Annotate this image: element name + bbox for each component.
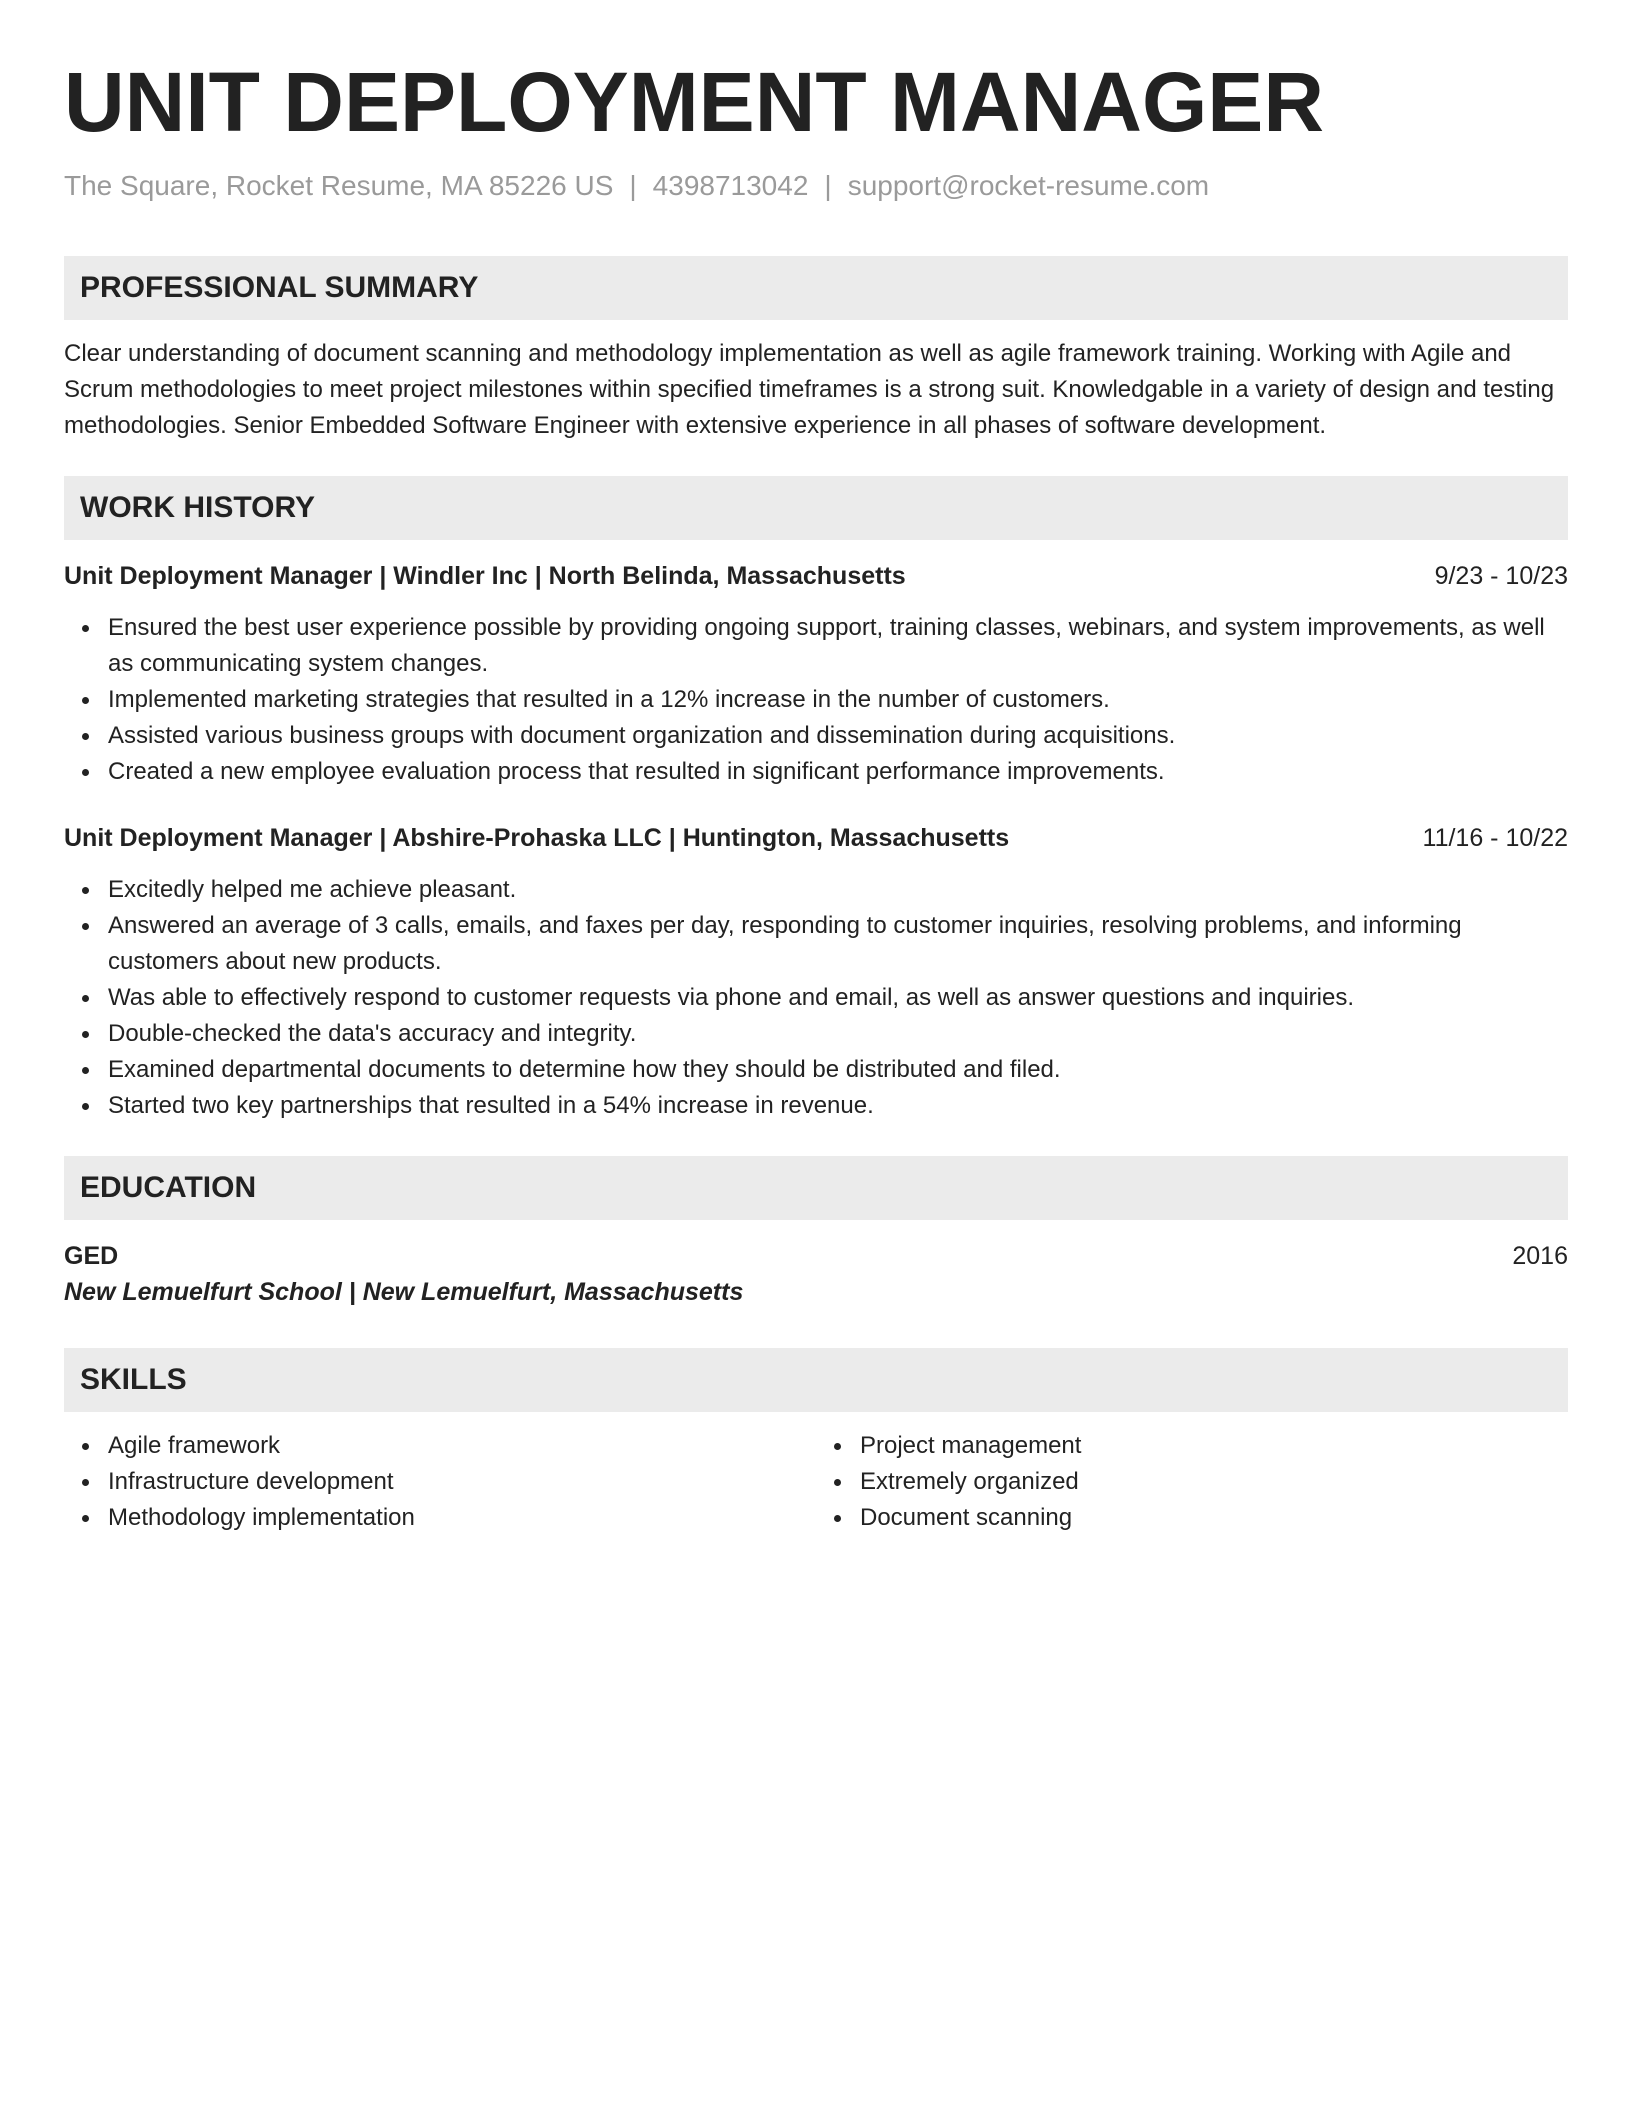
skills-column-right bbox=[816, 1428, 1568, 1536]
contact-separator: | bbox=[824, 170, 832, 201]
contact-line bbox=[64, 168, 1568, 204]
job-header bbox=[64, 558, 1568, 594]
contact-address: The Square, Rocket Resume, MA 85226 US bbox=[64, 170, 614, 201]
list-item: Was able to effectively respond to customer requests via phone and email, as well as answer questions and inquiries. bbox=[108, 980, 1568, 1016]
summary-heading: PROFESSIONAL SUMMARY bbox=[64, 256, 1568, 320]
list-item: Examined departmental documents to determine how they should be distributed and filed. bbox=[108, 1052, 1568, 1088]
job-header bbox=[64, 820, 1568, 856]
skills-heading: SKILLS bbox=[64, 1348, 1568, 1412]
skill-item: Extremely organized bbox=[860, 1464, 1568, 1500]
list-item: Answered an average of 3 calls, emails, and faxes per day, responding to customer inquiries, resolving problems, and informing customers about new products. bbox=[108, 908, 1568, 980]
job-bullets bbox=[64, 610, 1568, 790]
summary-text: Clear understanding of document scanning and methodology implementation as well as agile framework training. Working with Agile and Scrum methodologies to meet project milestones within specified timeframes is a strong suit. Knowledgable in a variety of design and testing methodologies. Senior Embedded Software Engineer with extensive experience in all phases of software development. bbox=[64, 340, 1555, 439]
education-heading: EDUCATION bbox=[64, 1156, 1568, 1220]
job-bullets bbox=[64, 872, 1568, 1124]
contact-phone: 4398713042 bbox=[652, 170, 809, 201]
education-year: 2016 bbox=[1512, 1242, 1568, 1270]
education-header bbox=[64, 1238, 1568, 1274]
skills-column-left bbox=[64, 1428, 816, 1536]
job-title: Unit Deployment Manager | Abshire-Prohaska LLC | Huntington, Massachusetts bbox=[64, 824, 1010, 852]
work-history-heading: WORK HISTORY bbox=[64, 476, 1568, 540]
skill-item: Infrastructure development bbox=[108, 1464, 816, 1500]
list-item: Assisted various business groups with document organization and dissemination during acquisitions. bbox=[108, 718, 1568, 754]
list-item: Implemented marketing strategies that resulted in a 12% increase in the number of customers. bbox=[108, 682, 1568, 718]
job-entry bbox=[64, 820, 1568, 1124]
education-school: New Lemuelfurt School | New Lemuelfurt, Massachusetts bbox=[64, 1278, 744, 1306]
skill-item: Project management bbox=[860, 1428, 1568, 1464]
skill-item: Document scanning bbox=[860, 1500, 1568, 1536]
skill-item: Agile framework bbox=[108, 1428, 816, 1464]
job-entry bbox=[64, 558, 1568, 790]
job-dates: 11/16 - 10/22 bbox=[1422, 824, 1568, 852]
skill-item: Methodology implementation bbox=[108, 1500, 816, 1536]
list-item: Double-checked the data's accuracy and integrity. bbox=[108, 1016, 1568, 1052]
education-degree: GED bbox=[64, 1242, 119, 1270]
skills-list bbox=[64, 1412, 1568, 1536]
list-item: Started two key partnerships that resulted in a 54% increase in revenue. bbox=[108, 1088, 1568, 1124]
list-item: Created a new employee evaluation process that resulted in significant performance improvements. bbox=[108, 754, 1568, 790]
contact-email: support@rocket-resume.com bbox=[847, 170, 1210, 201]
job-dates: 9/23 - 10/23 bbox=[1434, 562, 1568, 590]
resume-name: UNIT DEPLOYMENT MANAGER bbox=[64, 55, 1324, 149]
education-entry bbox=[64, 1238, 1568, 1310]
job-title: Unit Deployment Manager | Windler Inc | North Belinda, Massachusetts bbox=[64, 562, 906, 590]
list-item: Ensured the best user experience possible by providing ongoing support, training classes, webinars, and system improvements, as well as communicating system changes. bbox=[108, 610, 1568, 682]
contact-separator: | bbox=[629, 170, 637, 201]
list-item: Excitedly helped me achieve pleasant. bbox=[108, 872, 1568, 908]
